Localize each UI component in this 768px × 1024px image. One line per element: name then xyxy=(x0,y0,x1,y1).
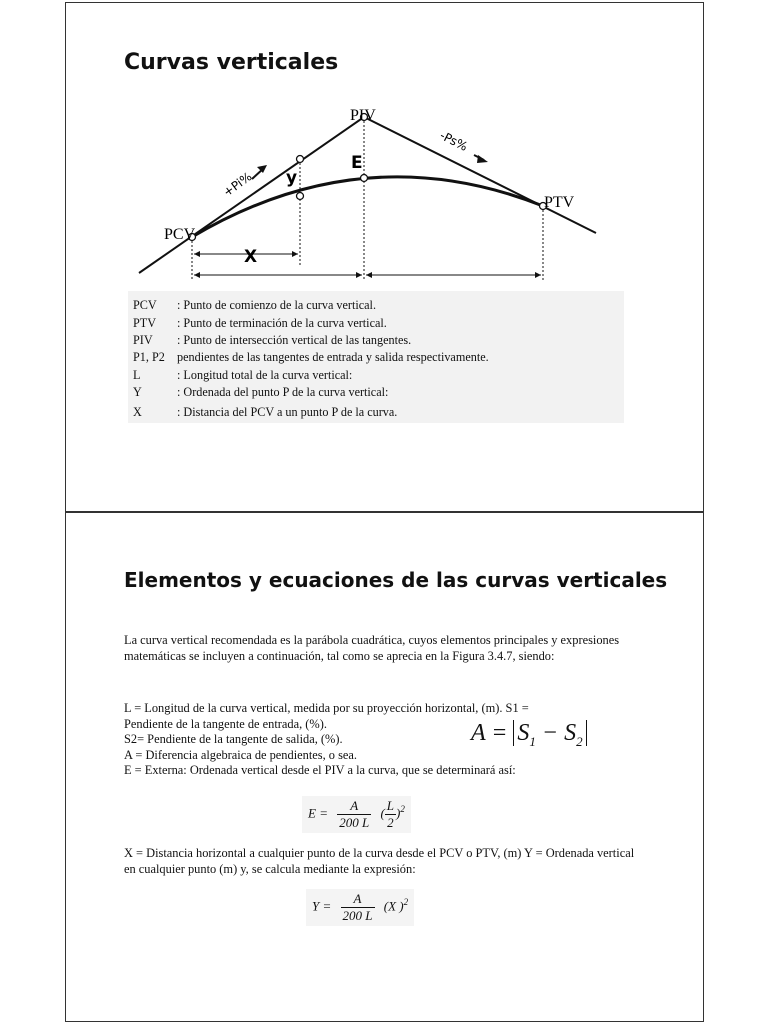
vertical-curve-diagram xyxy=(66,3,703,293)
slide-title: Curvas verticales xyxy=(124,50,339,75)
definition-line: S2= Pendiente de la tangente de salida, (%). xyxy=(124,732,343,747)
tangent-point xyxy=(297,156,304,163)
formula-y: Y = $\frac{A}{200 L}$ (X )$^2$ xyxy=(306,889,414,926)
exit-tangent-line xyxy=(364,117,596,233)
intro-paragraph: La curva vertical recomendada es la parábola cuadrática, cuyos elementos principales y expresiones matemáticas se incluyen a continuación, tal como se aprecia en la Figura 3.4.7, siendo: xyxy=(124,633,620,663)
slide-title: Elementos y ecuaciones de las curvas verticales xyxy=(124,568,668,592)
pi-slope-label: +Pi% xyxy=(220,169,255,200)
x-label: X xyxy=(244,247,258,267)
definition-line: E = Externa: Ordenada vertical desde el PIV a la curva, que se determinará así: xyxy=(124,763,516,778)
formula-a: $A = S_1 - S_2$ xyxy=(471,720,587,750)
curve-vertex-point xyxy=(361,175,368,182)
ps-slope-label: -Ps% xyxy=(437,128,470,154)
slide-elementos-ecuaciones xyxy=(65,512,704,1022)
pcv-label: PCV xyxy=(164,226,196,243)
definition-line: L = Longitud de la curva vertical, medida por su proyección horizontal, (m). S1 = xyxy=(124,701,529,715)
piv-label: PIV xyxy=(350,107,376,124)
definition-line: Pendiente de la tangente de entrada, (%). xyxy=(124,716,327,731)
y-label: y xyxy=(286,168,298,188)
xy-paragraph: X = Distancia horizontal a cualquier punto de la curva desde el PCV o PTV, (m) Y = Ordenada vertical en cualquier punto (m) y, se calcula mediante la expresión: xyxy=(124,846,635,876)
curve-point xyxy=(297,193,304,200)
slide-curvas-verticales xyxy=(65,2,704,512)
ptv-label: PTV xyxy=(544,194,575,211)
definition-line: A = Diferencia algebraica de pendientes, o sea. xyxy=(124,747,358,762)
formula-e: E = $\frac{A}{200 L}$ ( $\frac{L}{2}$ )$^2$ xyxy=(302,796,411,833)
e-label: E xyxy=(351,153,363,173)
legend-box: PCV : Punto de comienzo de la curva vertical. PTV : Punto de terminación de la curva vertical. PIV : Punto de intersección vertical de las tangentes. P1, P2 pendientes de las tangentes de entrada y salida respectivamente. L : Longitud total de la curva vertical: Y : Ordenada del punto P de la curva vertical: X : Distancia del PCV a un punto P de la curva. xyxy=(128,291,624,423)
